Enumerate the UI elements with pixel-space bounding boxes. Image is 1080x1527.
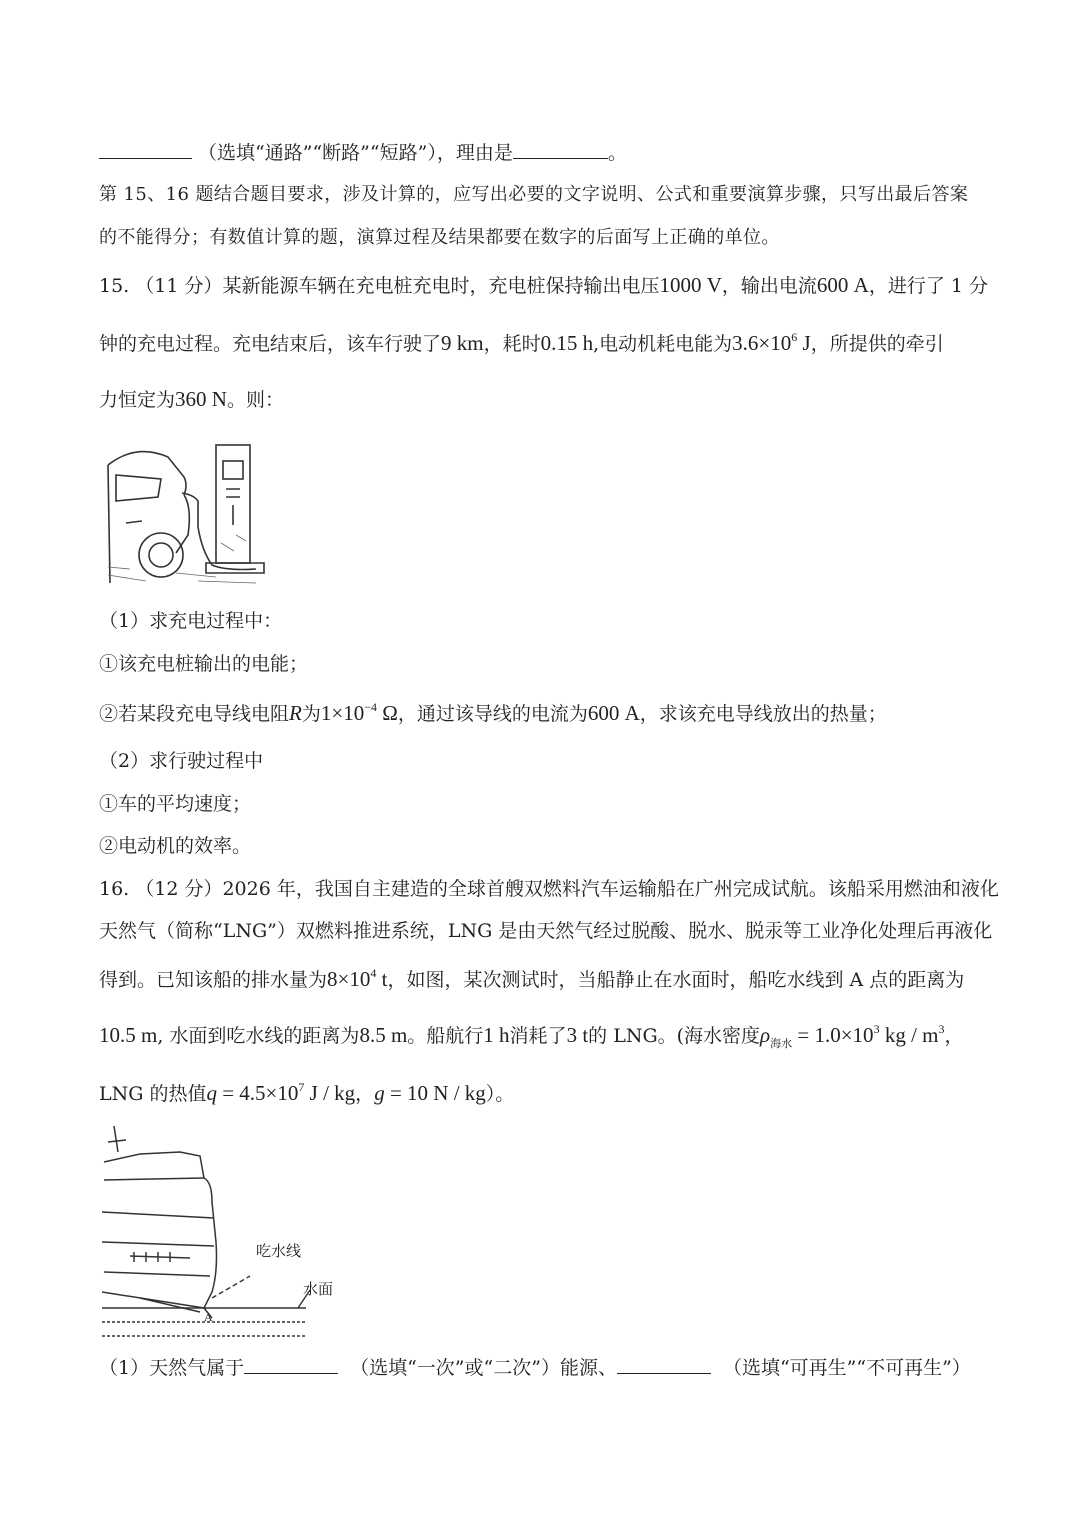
q15-line-1 <box>99 272 988 299</box>
q15-part1-b <box>99 700 887 727</box>
q15-text: ，耗时 <box>483 333 541 355</box>
mass-value: 3 t <box>566 1023 589 1047</box>
displacement-exponent: 4 <box>370 966 377 980</box>
q15-part2-a: ①车的平均速度； <box>99 793 252 815</box>
resistance-unit: Ω <box>376 701 398 725</box>
q16-text: ，如图，某次测试时，当船静止在水面时，船吃水线到 A 点的距离为 <box>387 969 965 991</box>
waterline-label: 吃水线 <box>256 1242 302 1260</box>
charging-pile <box>216 445 250 563</box>
density-number: = 1.0×10 <box>792 1023 874 1047</box>
answer-blank <box>617 1355 711 1374</box>
hours-value: 1 h <box>483 1023 510 1047</box>
density-unit: kg / m <box>879 1023 939 1047</box>
displacement-value <box>327 967 387 991</box>
q16-text: LNG 的热值 <box>99 1083 207 1105</box>
prev-question-end: 。 <box>607 142 627 164</box>
q15-part2-heading: （2）求行驶过程中 <box>99 750 264 772</box>
q15-text: ，输出电流 <box>721 275 817 297</box>
prev-question-line <box>99 140 627 166</box>
draft-distance-value: 10.5 m <box>99 1023 158 1047</box>
q15-text: ，进行了 1 分 <box>868 275 989 297</box>
q15-text: ，所提供的牵引 <box>810 333 944 355</box>
density-value <box>792 1023 944 1047</box>
q15-text: ,电动机耗电能为 <box>593 333 733 355</box>
waterline-marker <box>212 1276 250 1298</box>
q15-text: ，求该充电导线放出的热量； <box>639 703 887 725</box>
point-a-label: A <box>204 1310 213 1324</box>
ship-mast <box>108 1126 126 1152</box>
current-value: 600 A <box>816 273 869 297</box>
q15-text: 为 <box>301 703 321 725</box>
resistance-base: 1×10 <box>320 701 365 725</box>
heat-value <box>217 1081 355 1105</box>
q16-text: , 水面到吃水线的距离为 <box>157 1025 360 1047</box>
q16-text: 。船航行 <box>407 1025 484 1047</box>
q16-line-2: 天然气（简称“LNG”）双燃料推进系统，LNG 是由天然气经过脱酸、脱水、脱汞等工业净化处理后再液化 <box>99 920 993 942</box>
heat-value-symbol: q <box>206 1081 217 1105</box>
car-window <box>116 475 161 501</box>
energy-base: 3.6×10 <box>732 331 792 355</box>
q16-line-5 <box>99 1080 514 1107</box>
current-value: 600 A <box>587 701 640 725</box>
resistance-symbol: R <box>289 701 302 725</box>
q15-part1-a: ①该充电桩输出的电能； <box>99 653 309 675</box>
q16-part1 <box>99 1355 971 1381</box>
force-value: 360 N <box>175 387 227 411</box>
car-wheel <box>139 533 183 577</box>
q15-text: ②若某段充电导线电阻 <box>99 703 290 725</box>
q16-line-1: 16. （12 分）2026 年，我国自主建造的全球首艘双燃料汽车运输船在广州完成试航。该船采用燃油和液化 <box>99 878 999 900</box>
water-surface-label: 水面 <box>303 1280 334 1298</box>
q16-text: （1）天然气属于 <box>99 1357 245 1379</box>
energy-value <box>732 331 811 355</box>
density-unit-exponent: 3 <box>938 1022 945 1036</box>
q16-text: ）。 <box>485 1083 515 1105</box>
answer-blank <box>513 140 608 159</box>
density-symbol: ρ <box>760 1023 771 1047</box>
answer-blank <box>99 140 192 159</box>
car-roof <box>108 452 186 495</box>
q16-text: 消耗了 <box>509 1025 567 1047</box>
q16-text: ， <box>355 1083 375 1105</box>
distance-value: 9 km <box>441 331 484 355</box>
density-exponent: 3 <box>873 1022 880 1036</box>
q15-text: 。则： <box>226 389 284 411</box>
time-value: 0.15 h <box>540 331 594 355</box>
heat-value-exponent: 7 <box>298 1080 305 1094</box>
q15-text: 力恒定为 <box>99 389 176 411</box>
q15-text: ，通过该导线的电流为 <box>397 703 588 725</box>
q15-line-3 <box>99 386 284 413</box>
density-subscript: 海水 <box>770 1037 793 1050</box>
q16-text: 得到。已知该船的排水量为 <box>99 969 328 991</box>
displacement-unit: t <box>376 967 388 991</box>
ship-hull <box>104 1152 217 1308</box>
prev-question-text: （选填“通路”“断路”“短路”），理由是 <box>198 142 513 164</box>
q16-text: （选填“一次”或“二次”）能源、 <box>350 1357 617 1379</box>
q16-text: ， <box>944 1025 964 1047</box>
charging-cable <box>182 493 256 570</box>
q16-line-3 <box>99 966 964 993</box>
instructions-line-2: 的不能得分；有数值计算的题，演算过程及结果都要在数字的后面写上正确的单位。 <box>99 227 780 248</box>
charging-car-figure <box>106 435 266 585</box>
heat-value-number: = 4.5×10 <box>216 1081 299 1105</box>
displacement-base: 8×10 <box>327 967 371 991</box>
resistance-exponent: −4 <box>364 700 377 714</box>
gravity-symbol: g <box>374 1081 385 1105</box>
heat-value-unit: J / kg <box>304 1081 356 1105</box>
q15-part1-heading: （1）求充电过程中： <box>99 610 283 632</box>
q16-line-4 <box>99 1022 964 1049</box>
q15-part2-b: ②电动机的效率。 <box>99 835 252 857</box>
q15-text: 15. （11 分）某新能源车辆在充电桩充电时，充电桩保持输出电压 <box>99 275 660 297</box>
surface-distance-value: 8.5 m <box>359 1023 408 1047</box>
q15-line-2 <box>99 330 944 357</box>
gravity-value: = 10 N / kg <box>384 1081 486 1105</box>
energy-unit: J <box>797 331 811 355</box>
instructions-line-1: 第 15、16 题结合题目要求，涉及计算的，应写出必要的文字说明、公式和重要演算步骤，只写出最后答案 <box>99 184 969 205</box>
q16-text: （选填“可再生”“不可再生”） <box>722 1357 971 1379</box>
q16-text: 的 LNG。(海水密度 <box>588 1025 761 1047</box>
resistance-value <box>321 701 398 725</box>
ship-figure <box>100 1122 340 1344</box>
answer-blank <box>244 1355 338 1374</box>
q15-text: 钟的充电过程。充电结束后，该车行驶了 <box>99 333 442 355</box>
voltage-value: 1000 V <box>659 273 722 297</box>
energy-exponent: 6 <box>791 330 798 344</box>
